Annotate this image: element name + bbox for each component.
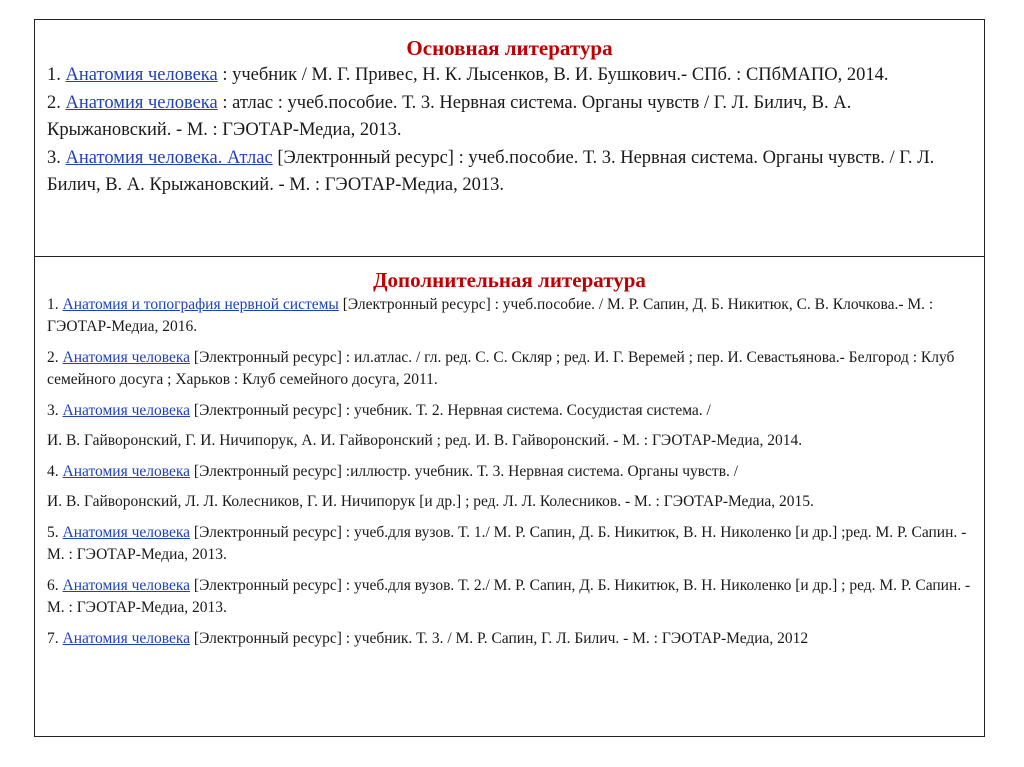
item-number: 5. [47,524,63,541]
book-link[interactable]: Анатомия человека [62,630,191,647]
item-authors: И. В. Гайворонский, Г. И. Ничипорук, А. И. Гайворонский ; ред. И. В. Гайворонский. - М. : ГЭОТАР-Медиа, 2014. [47,432,803,449]
item-number: 1. [47,296,63,313]
item-details: : атлас : учеб.пособие. Т. 3. Нервная система. Органы чувств / Г. Л. Билич, В. А. Крыжановский. - М. : ГЭОТАР-Медиа, 2013. [47,92,852,140]
additional-literature-item [47,522,972,566]
additional-literature-item [47,575,972,619]
item-details: [Электронный ресурс] : учеб.пособие. Т. 3. Нервная система. Органы чувств. / Г. Л. Билич, В. А. Крыжановский. - М. : ГЭОТАР-Медиа, 2013. [47,147,935,195]
item-details: [Электронный ресурс] : учеб.для вузов. Т. 2./ М. Р. Сапин, Д. Б. Никитюк, В. Н. Николенко [и др.] ; ред. М. Р. Сапин. - М. : ГЭОТАР-Медиа, 2013. [47,577,971,616]
item-authors: И. В. Гайворонский, Л. Л. Колесников, Г. И. Ничипорук [и др.] ; ред. Л. Л. Колесников. - М. : ГЭОТАР-Медиа, 2015. [47,493,814,510]
literature-table [34,19,985,737]
additional-literature-section [35,257,984,736]
additional-literature-item [47,461,972,513]
item-number: 6. [47,577,63,594]
book-link[interactable]: Анатомия и топография нервной системы [62,296,339,313]
additional-literature-item [47,400,972,452]
additional-literature-item [47,347,972,391]
item-number: 3. [47,402,63,419]
book-link[interactable]: Анатомия человека [62,577,191,594]
item-number: 2. [47,92,66,113]
item-number: 1. [47,65,66,85]
item-details: [Электронный ресурс] : учебник. Т. 3. / М. Р. Сапин, Г. Л. Билич. - М. : ГЭОТАР-Медиа, 2012 [190,630,809,647]
book-link[interactable]: Анатомия человека [62,463,191,480]
main-literature-item [47,90,972,145]
additional-literature-item [47,628,972,650]
book-link[interactable]: Анатомия человека [65,65,218,85]
additional-literature-item [47,294,972,338]
item-details: [Электронный ресурс] : учеб.пособие. / М. Р. Сапин, Д. Б. Никитюк, С. В. Клочкова.- М. : ГЭОТАР-Медиа, 2016. [47,296,934,335]
item-details: [Электронный ресурс] : ил.атлас. / гл. ред. С. С. Скляр ; ред. И. Г. Веремей ; пер. И. Севастьянова.- Белгород : Клуб семейного досуга ; Харьков : Клуб семейного досуга, 2011. [47,349,955,388]
item-details: [Электронный ресурс] : учебник. Т. 2. Нервная система. Сосудистая система. / [190,402,711,419]
book-link[interactable]: Анатомия человека [62,349,191,366]
item-details: [Электронный ресурс] :иллюстр. учебник. Т. 3. Нервная система. Органы чувств. / [190,463,739,480]
book-link[interactable]: Анатомия человека [62,524,191,541]
book-link[interactable]: Анатомия человека [62,402,191,419]
main-literature-item [47,145,972,200]
item-number: 2. [47,349,63,366]
book-link[interactable]: Анатомия человека [65,92,218,113]
item-details: : учебник / М. Г. Привес, Н. К. Лысенков, В. И. Бушкович.- СПб. : СПбМАПО, 2014. [217,65,889,85]
item-number: 7. [47,630,63,647]
main-literature-title: Основная литература [406,36,613,60]
item-details: [Электронный ресурс] : учеб.для вузов. Т. 1./ М. Р. Сапин, Д. Б. Никитюк, В. Н. Николенко [и др.] ;ред. М. Р. Сапин. - М. : ГЭОТАР-Медиа, 2013. [47,524,967,563]
additional-literature-title: Дополнительная литература [373,268,646,292]
book-link[interactable]: Анатомия человека. Атлас [65,147,273,168]
item-number: 3. [47,147,66,168]
item-number: 4. [47,463,63,480]
main-literature-item [47,62,972,90]
main-literature-section [35,20,984,257]
